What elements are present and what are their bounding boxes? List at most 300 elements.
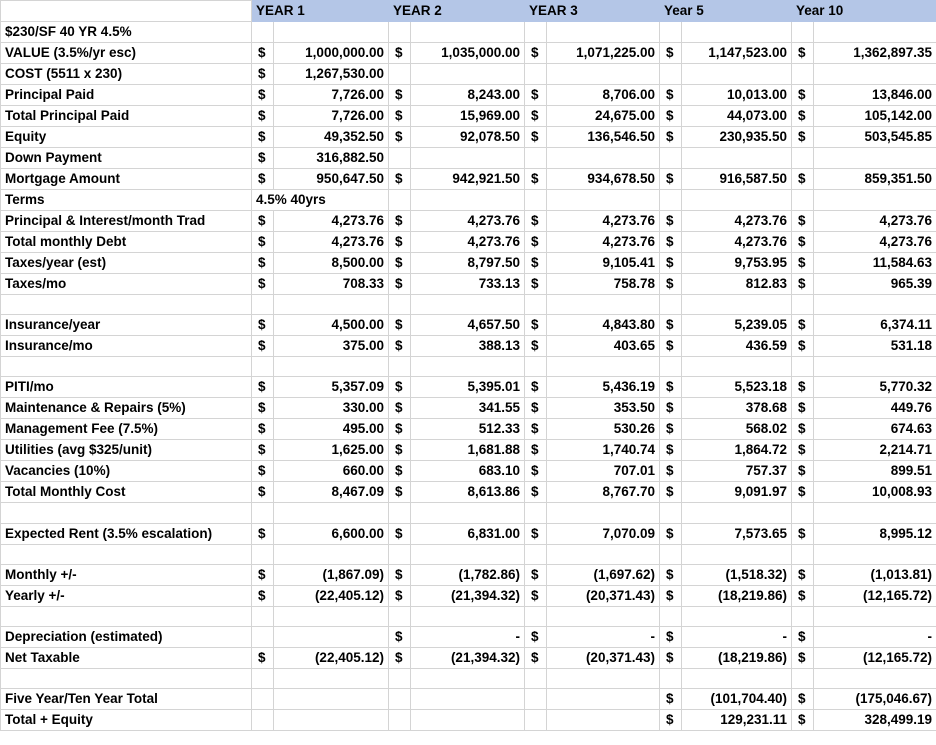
amount-cell[interactable] bbox=[682, 148, 792, 169]
amount-cell[interactable]: 105,142.00 bbox=[814, 106, 936, 127]
currency-symbol-cell[interactable]: $ bbox=[792, 523, 814, 544]
currency-symbol-cell[interactable]: $ bbox=[389, 647, 411, 668]
amount-cell[interactable]: 5,523.18 bbox=[682, 377, 792, 398]
currency-symbol-cell[interactable]: $ bbox=[525, 169, 547, 190]
amount-cell[interactable]: (22,405.12) bbox=[274, 585, 389, 606]
currency-symbol-cell[interactable]: $ bbox=[660, 169, 682, 190]
currency-symbol-cell[interactable] bbox=[389, 503, 411, 523]
currency-symbol-cell[interactable]: $ bbox=[252, 461, 274, 482]
currency-symbol-cell[interactable] bbox=[792, 503, 814, 523]
currency-symbol-cell[interactable]: $ bbox=[792, 689, 814, 710]
amount-cell[interactable]: 5,436.19 bbox=[547, 377, 660, 398]
currency-symbol-cell[interactable]: $ bbox=[525, 85, 547, 106]
currency-symbol-cell[interactable] bbox=[792, 190, 814, 211]
amount-cell[interactable] bbox=[411, 503, 525, 523]
currency-symbol-cell[interactable] bbox=[660, 544, 682, 564]
currency-symbol-cell[interactable]: $ bbox=[660, 315, 682, 336]
currency-symbol-cell[interactable]: $ bbox=[660, 523, 682, 544]
amount-cell[interactable] bbox=[411, 190, 525, 211]
amount-cell[interactable]: 7,726.00 bbox=[274, 85, 389, 106]
amount-cell[interactable]: 683.10 bbox=[411, 461, 525, 482]
currency-symbol-cell[interactable] bbox=[252, 295, 274, 315]
amount-cell[interactable]: (1,697.62) bbox=[547, 564, 660, 585]
currency-symbol-cell[interactable]: $ bbox=[525, 106, 547, 127]
currency-symbol-cell[interactable] bbox=[252, 689, 274, 710]
amount-cell[interactable]: (20,371.43) bbox=[547, 585, 660, 606]
currency-symbol-cell[interactable] bbox=[792, 148, 814, 169]
row-label-cell[interactable] bbox=[1, 606, 252, 626]
amount-cell[interactable]: - bbox=[814, 626, 936, 647]
amount-cell[interactable]: (1,867.09) bbox=[274, 564, 389, 585]
currency-symbol-cell[interactable]: $ bbox=[660, 106, 682, 127]
amount-cell[interactable]: 8,613.86 bbox=[411, 482, 525, 503]
currency-symbol-cell[interactable] bbox=[660, 357, 682, 377]
amount-cell[interactable]: (1,013.81) bbox=[814, 564, 936, 585]
amount-cell[interactable] bbox=[274, 357, 389, 377]
currency-symbol-cell[interactable]: $ bbox=[525, 482, 547, 503]
currency-symbol-cell[interactable]: $ bbox=[389, 43, 411, 64]
currency-symbol-cell[interactable]: $ bbox=[525, 564, 547, 585]
amount-cell[interactable] bbox=[814, 22, 936, 43]
header-blank-cell[interactable] bbox=[1, 1, 252, 22]
amount-cell[interactable]: 6,374.11 bbox=[814, 315, 936, 336]
currency-symbol-cell[interactable]: $ bbox=[525, 419, 547, 440]
amount-cell[interactable]: 9,753.95 bbox=[682, 253, 792, 274]
amount-cell[interactable]: 4,273.76 bbox=[547, 232, 660, 253]
row-label-cell[interactable] bbox=[1, 357, 252, 377]
currency-symbol-cell[interactable]: $ bbox=[660, 85, 682, 106]
amount-cell[interactable] bbox=[411, 22, 525, 43]
currency-symbol-cell[interactable] bbox=[389, 148, 411, 169]
amount-cell[interactable]: 4,273.76 bbox=[814, 232, 936, 253]
amount-cell[interactable] bbox=[814, 357, 936, 377]
currency-symbol-cell[interactable] bbox=[660, 503, 682, 523]
currency-symbol-cell[interactable]: $ bbox=[389, 211, 411, 232]
row-label-cell[interactable]: Maintenance & Repairs (5%) bbox=[1, 398, 252, 419]
currency-symbol-cell[interactable]: $ bbox=[660, 689, 682, 710]
currency-symbol-cell[interactable]: $ bbox=[792, 232, 814, 253]
amount-cell[interactable]: 4,273.76 bbox=[411, 211, 525, 232]
amount-cell[interactable] bbox=[547, 357, 660, 377]
amount-cell[interactable]: 403.65 bbox=[547, 336, 660, 357]
amount-cell[interactable]: 11,584.63 bbox=[814, 253, 936, 274]
currency-symbol-cell[interactable]: $ bbox=[660, 626, 682, 647]
currency-symbol-cell[interactable]: $ bbox=[792, 647, 814, 668]
currency-symbol-cell[interactable]: $ bbox=[389, 274, 411, 295]
currency-symbol-cell[interactable]: $ bbox=[389, 253, 411, 274]
amount-cell[interactable] bbox=[547, 22, 660, 43]
currency-symbol-cell[interactable] bbox=[389, 710, 411, 731]
currency-symbol-cell[interactable] bbox=[252, 710, 274, 731]
currency-symbol-cell[interactable] bbox=[525, 544, 547, 564]
row-label-cell[interactable]: Vacancies (10%) bbox=[1, 461, 252, 482]
amount-cell[interactable] bbox=[547, 64, 660, 85]
amount-cell[interactable]: 5,239.05 bbox=[682, 315, 792, 336]
amount-cell[interactable]: 1,267,530.00 bbox=[274, 64, 389, 85]
currency-symbol-cell[interactable]: $ bbox=[792, 377, 814, 398]
currency-symbol-cell[interactable]: $ bbox=[252, 564, 274, 585]
amount-cell[interactable]: (1,782.86) bbox=[411, 564, 525, 585]
currency-symbol-cell[interactable]: $ bbox=[525, 440, 547, 461]
currency-symbol-cell[interactable]: $ bbox=[525, 585, 547, 606]
currency-symbol-cell[interactable]: $ bbox=[660, 482, 682, 503]
row-label-cell[interactable]: Total Monthly Cost bbox=[1, 482, 252, 503]
amount-cell[interactable]: 733.13 bbox=[411, 274, 525, 295]
amount-cell[interactable]: (18,219.86) bbox=[682, 647, 792, 668]
amount-cell[interactable]: (20,371.43) bbox=[547, 647, 660, 668]
currency-symbol-cell[interactable] bbox=[389, 22, 411, 43]
amount-cell[interactable]: 757.37 bbox=[682, 461, 792, 482]
currency-symbol-cell[interactable]: $ bbox=[792, 461, 814, 482]
row-label-cell[interactable]: Principal & Interest/month Trad bbox=[1, 211, 252, 232]
currency-symbol-cell[interactable]: $ bbox=[792, 419, 814, 440]
row-label-cell[interactable]: Yearly +/- bbox=[1, 585, 252, 606]
row-label-cell[interactable]: Equity bbox=[1, 127, 252, 148]
currency-symbol-cell[interactable] bbox=[252, 22, 274, 43]
amount-cell[interactable] bbox=[547, 190, 660, 211]
currency-symbol-cell[interactable]: $ bbox=[389, 482, 411, 503]
amount-cell[interactable]: 8,243.00 bbox=[411, 85, 525, 106]
currency-symbol-cell[interactable]: $ bbox=[525, 315, 547, 336]
row-label-cell[interactable]: Total Principal Paid bbox=[1, 106, 252, 127]
currency-symbol-cell[interactable] bbox=[389, 64, 411, 85]
currency-symbol-cell[interactable]: $ bbox=[525, 377, 547, 398]
currency-symbol-cell[interactable]: $ bbox=[252, 523, 274, 544]
currency-symbol-cell[interactable]: $ bbox=[660, 398, 682, 419]
currency-symbol-cell[interactable]: $ bbox=[660, 274, 682, 295]
currency-symbol-cell[interactable]: $ bbox=[389, 169, 411, 190]
currency-symbol-cell[interactable] bbox=[660, 64, 682, 85]
amount-cell[interactable]: 568.02 bbox=[682, 419, 792, 440]
amount-cell[interactable] bbox=[274, 295, 389, 315]
amount-cell[interactable]: 950,647.50 bbox=[274, 169, 389, 190]
amount-cell[interactable] bbox=[814, 668, 936, 688]
currency-symbol-cell[interactable]: $ bbox=[660, 377, 682, 398]
row-label-cell[interactable]: Total + Equity bbox=[1, 710, 252, 731]
currency-symbol-cell[interactable] bbox=[525, 295, 547, 315]
amount-cell[interactable]: 660.00 bbox=[274, 461, 389, 482]
currency-symbol-cell[interactable]: $ bbox=[525, 253, 547, 274]
amount-cell[interactable]: 375.00 bbox=[274, 336, 389, 357]
currency-symbol-cell[interactable]: $ bbox=[252, 253, 274, 274]
currency-symbol-cell[interactable]: $ bbox=[389, 585, 411, 606]
amount-cell[interactable] bbox=[682, 64, 792, 85]
amount-cell[interactable]: 9,105.41 bbox=[547, 253, 660, 274]
currency-symbol-cell[interactable]: $ bbox=[252, 64, 274, 85]
currency-symbol-cell[interactable]: $ bbox=[792, 440, 814, 461]
amount-cell[interactable] bbox=[814, 503, 936, 523]
currency-symbol-cell[interactable]: $ bbox=[389, 419, 411, 440]
amount-cell[interactable] bbox=[547, 710, 660, 731]
currency-symbol-cell[interactable]: $ bbox=[792, 315, 814, 336]
amount-cell[interactable]: 5,770.32 bbox=[814, 377, 936, 398]
currency-symbol-cell[interactable]: $ bbox=[660, 127, 682, 148]
row-label-cell[interactable]: Management Fee (7.5%) bbox=[1, 419, 252, 440]
amount-cell[interactable]: (175,046.67) bbox=[814, 689, 936, 710]
currency-symbol-cell[interactable]: $ bbox=[252, 419, 274, 440]
row-label-cell[interactable]: VALUE (3.5%/yr esc) bbox=[1, 43, 252, 64]
amount-cell[interactable] bbox=[547, 503, 660, 523]
currency-symbol-cell[interactable]: $ bbox=[525, 626, 547, 647]
amount-cell[interactable]: 7,070.09 bbox=[547, 523, 660, 544]
amount-cell[interactable] bbox=[814, 148, 936, 169]
currency-symbol-cell[interactable]: $ bbox=[252, 169, 274, 190]
row-label-cell[interactable]: PITI/mo bbox=[1, 377, 252, 398]
amount-cell[interactable]: 44,073.00 bbox=[682, 106, 792, 127]
currency-symbol-cell[interactable]: $ bbox=[660, 564, 682, 585]
amount-cell[interactable]: (1,518.32) bbox=[682, 564, 792, 585]
amount-cell[interactable]: 495.00 bbox=[274, 419, 389, 440]
amount-cell[interactable]: 24,675.00 bbox=[547, 106, 660, 127]
amount-cell[interactable] bbox=[682, 544, 792, 564]
currency-symbol-cell[interactable] bbox=[389, 606, 411, 626]
currency-symbol-cell[interactable]: $ bbox=[252, 336, 274, 357]
amount-cell[interactable]: 5,395.01 bbox=[411, 377, 525, 398]
currency-symbol-cell[interactable] bbox=[525, 148, 547, 169]
amount-cell[interactable] bbox=[547, 295, 660, 315]
amount-cell[interactable]: (12,165.72) bbox=[814, 585, 936, 606]
amount-cell[interactable]: 388.13 bbox=[411, 336, 525, 357]
currency-symbol-cell[interactable] bbox=[525, 710, 547, 731]
amount-cell[interactable]: 1,625.00 bbox=[274, 440, 389, 461]
currency-symbol-cell[interactable] bbox=[660, 606, 682, 626]
amount-cell[interactable]: - bbox=[547, 626, 660, 647]
amount-cell[interactable]: 1,740.74 bbox=[547, 440, 660, 461]
currency-symbol-cell[interactable]: $ bbox=[389, 564, 411, 585]
amount-cell[interactable] bbox=[814, 295, 936, 315]
amount-cell[interactable]: 4,273.76 bbox=[274, 211, 389, 232]
row-label-cell[interactable]: Down Payment bbox=[1, 148, 252, 169]
amount-cell[interactable]: 530.26 bbox=[547, 419, 660, 440]
currency-symbol-cell[interactable] bbox=[389, 295, 411, 315]
terms-cell[interactable]: 4.5% 40yrs bbox=[252, 190, 389, 211]
amount-cell[interactable]: 9,091.97 bbox=[682, 482, 792, 503]
currency-symbol-cell[interactable]: $ bbox=[660, 647, 682, 668]
amount-cell[interactable]: 436.59 bbox=[682, 336, 792, 357]
currency-symbol-cell[interactable]: $ bbox=[660, 336, 682, 357]
amount-cell[interactable]: 341.55 bbox=[411, 398, 525, 419]
amount-cell[interactable]: 136,546.50 bbox=[547, 127, 660, 148]
amount-cell[interactable]: (22,405.12) bbox=[274, 647, 389, 668]
amount-cell[interactable] bbox=[274, 606, 389, 626]
amount-cell[interactable] bbox=[682, 190, 792, 211]
currency-symbol-cell[interactable]: $ bbox=[389, 523, 411, 544]
amount-cell[interactable]: 965.39 bbox=[814, 274, 936, 295]
amount-cell[interactable]: 916,587.50 bbox=[682, 169, 792, 190]
currency-symbol-cell[interactable]: $ bbox=[792, 127, 814, 148]
amount-cell[interactable] bbox=[411, 295, 525, 315]
amount-cell[interactable]: 4,657.50 bbox=[411, 315, 525, 336]
amount-cell[interactable]: 328,499.19 bbox=[814, 710, 936, 731]
amount-cell[interactable]: (12,165.72) bbox=[814, 647, 936, 668]
row-label-cell[interactable] bbox=[1, 503, 252, 523]
currency-symbol-cell[interactable] bbox=[252, 606, 274, 626]
currency-symbol-cell[interactable] bbox=[792, 22, 814, 43]
currency-symbol-cell[interactable]: $ bbox=[389, 377, 411, 398]
amount-cell[interactable] bbox=[411, 357, 525, 377]
amount-cell[interactable]: 899.51 bbox=[814, 461, 936, 482]
currency-symbol-cell[interactable]: $ bbox=[660, 43, 682, 64]
currency-symbol-cell[interactable]: $ bbox=[660, 461, 682, 482]
amount-cell[interactable]: 8,767.70 bbox=[547, 482, 660, 503]
row-label-cell[interactable]: COST (5511 x 230) bbox=[1, 64, 252, 85]
amount-cell[interactable]: (101,704.40) bbox=[682, 689, 792, 710]
currency-symbol-cell[interactable]: $ bbox=[660, 419, 682, 440]
amount-cell[interactable]: 449.76 bbox=[814, 398, 936, 419]
row-label-cell[interactable]: $230/SF 40 YR 4.5% bbox=[1, 22, 252, 43]
currency-symbol-cell[interactable]: $ bbox=[660, 585, 682, 606]
currency-symbol-cell[interactable] bbox=[660, 148, 682, 169]
amount-cell[interactable]: 8,706.00 bbox=[547, 85, 660, 106]
amount-cell[interactable] bbox=[682, 22, 792, 43]
currency-symbol-cell[interactable]: $ bbox=[252, 148, 274, 169]
currency-symbol-cell[interactable] bbox=[525, 64, 547, 85]
amount-cell[interactable]: 707.01 bbox=[547, 461, 660, 482]
currency-symbol-cell[interactable]: $ bbox=[252, 274, 274, 295]
amount-cell[interactable]: 859,351.50 bbox=[814, 169, 936, 190]
currency-symbol-cell[interactable]: $ bbox=[525, 647, 547, 668]
currency-symbol-cell[interactable] bbox=[660, 668, 682, 688]
row-label-cell[interactable]: Terms bbox=[1, 190, 252, 211]
row-label-cell[interactable]: Taxes/mo bbox=[1, 274, 252, 295]
currency-symbol-cell[interactable]: $ bbox=[792, 626, 814, 647]
amount-cell[interactable]: 531.18 bbox=[814, 336, 936, 357]
amount-cell[interactable] bbox=[274, 710, 389, 731]
amount-cell[interactable] bbox=[547, 606, 660, 626]
currency-symbol-cell[interactable] bbox=[792, 668, 814, 688]
currency-symbol-cell[interactable]: $ bbox=[525, 336, 547, 357]
currency-symbol-cell[interactable]: $ bbox=[252, 85, 274, 106]
row-label-cell[interactable]: Principal Paid bbox=[1, 85, 252, 106]
currency-symbol-cell[interactable] bbox=[389, 689, 411, 710]
row-label-cell[interactable]: Expected Rent (3.5% escalation) bbox=[1, 523, 252, 544]
amount-cell[interactable]: 15,969.00 bbox=[411, 106, 525, 127]
amount-cell[interactable]: 7,573.65 bbox=[682, 523, 792, 544]
amount-cell[interactable] bbox=[411, 544, 525, 564]
currency-symbol-cell[interactable]: $ bbox=[525, 274, 547, 295]
currency-symbol-cell[interactable] bbox=[252, 544, 274, 564]
currency-symbol-cell[interactable] bbox=[525, 503, 547, 523]
currency-symbol-cell[interactable]: $ bbox=[389, 85, 411, 106]
amount-cell[interactable]: - bbox=[411, 626, 525, 647]
amount-cell[interactable]: 503,545.85 bbox=[814, 127, 936, 148]
currency-symbol-cell[interactable]: $ bbox=[252, 398, 274, 419]
amount-cell[interactable]: 4,273.76 bbox=[682, 232, 792, 253]
amount-cell[interactable] bbox=[814, 544, 936, 564]
header-year-5[interactable]: Year 5 bbox=[660, 1, 792, 22]
amount-cell[interactable] bbox=[547, 544, 660, 564]
currency-symbol-cell[interactable]: $ bbox=[252, 377, 274, 398]
amount-cell[interactable]: 8,467.09 bbox=[274, 482, 389, 503]
row-label-cell[interactable] bbox=[1, 295, 252, 315]
amount-cell[interactable]: 230,935.50 bbox=[682, 127, 792, 148]
currency-symbol-cell[interactable] bbox=[792, 606, 814, 626]
amount-cell[interactable]: 13,846.00 bbox=[814, 85, 936, 106]
row-label-cell[interactable]: Depreciation (estimated) bbox=[1, 626, 252, 647]
amount-cell[interactable]: 812.83 bbox=[682, 274, 792, 295]
amount-cell[interactable]: 5,357.09 bbox=[274, 377, 389, 398]
amount-cell[interactable]: (18,219.86) bbox=[682, 585, 792, 606]
amount-cell[interactable]: (21,394.32) bbox=[411, 647, 525, 668]
currency-symbol-cell[interactable]: $ bbox=[389, 232, 411, 253]
currency-symbol-cell[interactable]: $ bbox=[792, 564, 814, 585]
currency-symbol-cell[interactable]: $ bbox=[792, 274, 814, 295]
amount-cell[interactable] bbox=[682, 295, 792, 315]
currency-symbol-cell[interactable] bbox=[660, 295, 682, 315]
amount-cell[interactable]: 4,273.76 bbox=[274, 232, 389, 253]
row-label-cell[interactable]: Total monthly Debt bbox=[1, 232, 252, 253]
amount-cell[interactable]: 942,921.50 bbox=[411, 169, 525, 190]
amount-cell[interactable]: 8,500.00 bbox=[274, 253, 389, 274]
amount-cell[interactable]: 1,147,523.00 bbox=[682, 43, 792, 64]
currency-symbol-cell[interactable]: $ bbox=[792, 106, 814, 127]
amount-cell[interactable]: 10,013.00 bbox=[682, 85, 792, 106]
row-label-cell[interactable] bbox=[1, 668, 252, 688]
currency-symbol-cell[interactable]: $ bbox=[252, 315, 274, 336]
currency-symbol-cell[interactable]: $ bbox=[525, 232, 547, 253]
currency-symbol-cell[interactable]: $ bbox=[389, 626, 411, 647]
amount-cell[interactable]: 7,726.00 bbox=[274, 106, 389, 127]
header-year-1[interactable]: YEAR 1 bbox=[252, 1, 389, 22]
currency-symbol-cell[interactable] bbox=[525, 190, 547, 211]
currency-symbol-cell[interactable]: $ bbox=[389, 336, 411, 357]
amount-cell[interactable] bbox=[274, 626, 389, 647]
amount-cell[interactable]: 674.63 bbox=[814, 419, 936, 440]
currency-symbol-cell[interactable]: $ bbox=[660, 232, 682, 253]
row-label-cell[interactable]: Taxes/year (est) bbox=[1, 253, 252, 274]
row-label-cell[interactable]: Insurance/year bbox=[1, 315, 252, 336]
currency-symbol-cell[interactable]: $ bbox=[792, 710, 814, 731]
amount-cell[interactable]: 1,362,897.35 bbox=[814, 43, 936, 64]
row-label-cell[interactable]: Five Year/Ten Year Total bbox=[1, 689, 252, 710]
currency-symbol-cell[interactable]: $ bbox=[660, 710, 682, 731]
currency-symbol-cell[interactable] bbox=[389, 190, 411, 211]
currency-symbol-cell[interactable]: $ bbox=[660, 253, 682, 274]
amount-cell[interactable]: 10,008.93 bbox=[814, 482, 936, 503]
amount-cell[interactable]: 92,078.50 bbox=[411, 127, 525, 148]
row-label-cell[interactable] bbox=[1, 544, 252, 564]
amount-cell[interactable] bbox=[682, 606, 792, 626]
amount-cell[interactable] bbox=[411, 710, 525, 731]
currency-symbol-cell[interactable] bbox=[389, 668, 411, 688]
currency-symbol-cell[interactable]: $ bbox=[252, 482, 274, 503]
amount-cell[interactable]: 8,797.50 bbox=[411, 253, 525, 274]
currency-symbol-cell[interactable]: $ bbox=[660, 440, 682, 461]
currency-symbol-cell[interactable] bbox=[252, 503, 274, 523]
header-year-10[interactable]: Year 10 bbox=[792, 1, 936, 22]
amount-cell[interactable] bbox=[411, 64, 525, 85]
currency-symbol-cell[interactable]: $ bbox=[792, 211, 814, 232]
currency-symbol-cell[interactable] bbox=[525, 689, 547, 710]
amount-cell[interactable]: - bbox=[682, 626, 792, 647]
amount-cell[interactable]: 49,352.50 bbox=[274, 127, 389, 148]
currency-symbol-cell[interactable]: $ bbox=[389, 315, 411, 336]
currency-symbol-cell[interactable]: $ bbox=[525, 523, 547, 544]
row-label-cell[interactable]: Net Taxable bbox=[1, 647, 252, 668]
amount-cell[interactable] bbox=[547, 148, 660, 169]
currency-symbol-cell[interactable] bbox=[660, 22, 682, 43]
currency-symbol-cell[interactable] bbox=[792, 295, 814, 315]
currency-symbol-cell[interactable]: $ bbox=[252, 647, 274, 668]
currency-symbol-cell[interactable]: $ bbox=[792, 85, 814, 106]
amount-cell[interactable]: 934,678.50 bbox=[547, 169, 660, 190]
amount-cell[interactable] bbox=[682, 503, 792, 523]
amount-cell[interactable]: (21,394.32) bbox=[411, 585, 525, 606]
currency-symbol-cell[interactable] bbox=[525, 606, 547, 626]
amount-cell[interactable]: 330.00 bbox=[274, 398, 389, 419]
amount-cell[interactable]: 6,831.00 bbox=[411, 523, 525, 544]
currency-symbol-cell[interactable]: $ bbox=[792, 169, 814, 190]
